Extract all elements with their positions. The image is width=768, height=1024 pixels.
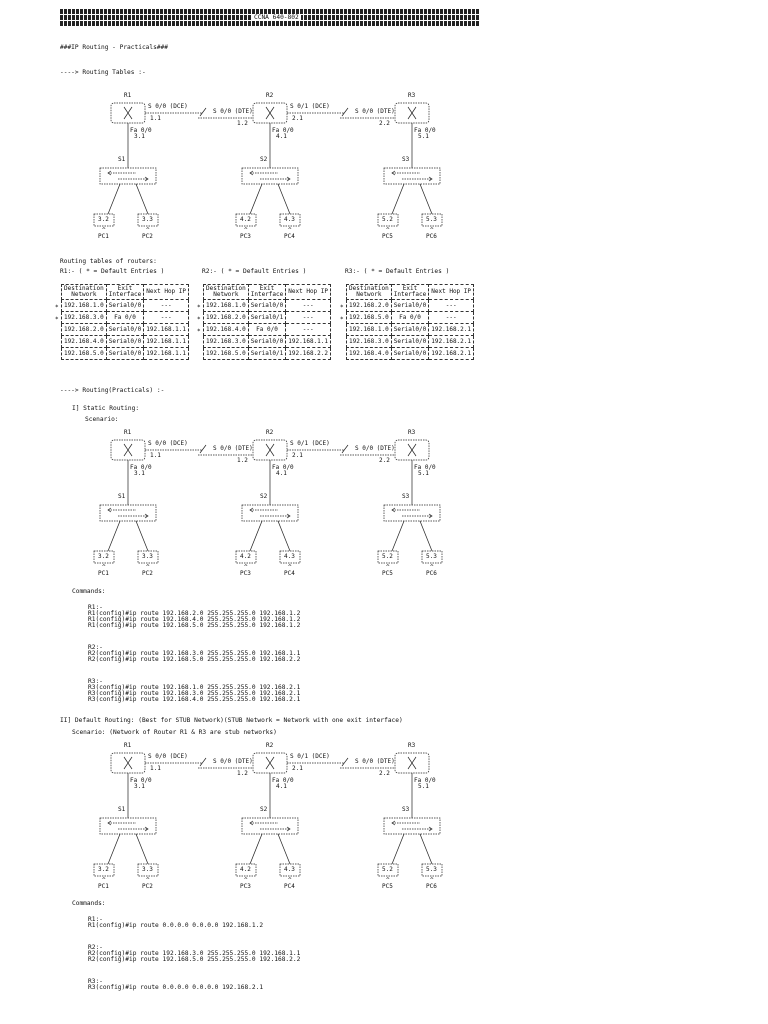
pc-caret: ^	[288, 227, 292, 234]
table-row	[347, 336, 474, 348]
pc-label: PC4	[284, 883, 295, 890]
switch-label: S1	[118, 806, 126, 813]
pc-caret: ^	[146, 877, 150, 884]
pc-caret: ^	[288, 877, 292, 884]
pc-label: PC1	[98, 883, 109, 890]
pc-link	[420, 184, 432, 214]
column-header: Exit Interface	[106, 285, 144, 300]
r1-serial-ip: 1.1	[150, 765, 161, 772]
table-row	[204, 300, 331, 312]
table-cell: 192.168.5.0	[347, 312, 392, 324]
table-row	[204, 324, 331, 336]
table-row	[204, 312, 331, 324]
pc-caret: ^	[430, 227, 434, 234]
pc-link	[108, 834, 120, 864]
column-header: Next Hop IP	[286, 285, 331, 300]
pc-label: PC6	[426, 233, 437, 240]
table-row	[62, 348, 189, 360]
r2-s00-ip: 1.2	[237, 120, 248, 127]
switch-label: S1	[118, 156, 126, 163]
command-line: R3:-	[88, 978, 103, 985]
pc-label: PC1	[98, 233, 109, 240]
pc-host-ip: 4.3	[284, 866, 295, 873]
table-cell: Serial0/0	[106, 324, 144, 336]
pc-caret: ^	[430, 877, 434, 884]
fa-ip-label: 4.1	[276, 133, 287, 140]
pc-caret: ^	[244, 877, 248, 884]
r2-s01-label: S 0/1 (DCE)	[290, 103, 330, 110]
r2-table-title: R2:- ( * = Default Entries )	[202, 268, 307, 275]
table-cell: Serial0/0	[391, 300, 429, 312]
default-entry-marker: *	[340, 316, 344, 323]
pc-host-ip: 3.2	[98, 553, 109, 560]
pc-host-ip: 5.2	[382, 866, 393, 873]
pc-caret: ^	[386, 877, 390, 884]
table-cell: 192.168.1.1	[286, 336, 331, 348]
r2-s00-ip: 1.2	[237, 770, 248, 777]
command-line: R2(config)#ip route 192.168.3.0 255.255.255.0 192.168.1.1	[88, 950, 301, 957]
table-row	[62, 336, 189, 348]
table-cell: Serial0/0	[248, 300, 286, 312]
r3-serial-ip: 2.2	[379, 120, 390, 127]
pc-label: PC2	[142, 883, 153, 890]
default-routing-heading: II] Default Routing: (Best for STUB Network)(STUB Network = Network with one exit interface)	[60, 717, 403, 724]
r3-table-title: R3:- ( * = Default Entries )	[345, 268, 450, 275]
fa-interface-label: Fa 0/0	[130, 127, 152, 134]
default-entry-marker: *	[340, 304, 344, 311]
pc-caret: ^	[386, 227, 390, 234]
column-header: Next Hop IP	[144, 285, 189, 300]
table-row	[62, 312, 189, 324]
fa-ip-label: 3.1	[134, 470, 145, 477]
table-header-row	[204, 285, 331, 300]
default-commands-label: Commands:	[72, 900, 106, 907]
r1-serial-label: S 0/0 (DCE)	[148, 753, 188, 760]
table-cell: Serial0/0	[106, 348, 144, 360]
r1-serial-ip: 1.1	[150, 452, 161, 459]
command-line: R2(config)#ip route 192.168.5.0 255.255.255.0 192.168.2.2	[88, 656, 301, 663]
table-cell: Fa 0/0	[106, 312, 144, 324]
table-cell: 192.168.5.0	[62, 348, 107, 360]
router-label: R2	[266, 429, 274, 436]
router-label: R3	[408, 429, 416, 436]
router-label: R2	[266, 92, 274, 99]
pc-label: PC6	[426, 570, 437, 577]
table-cell: 192.168.1.0	[204, 300, 249, 312]
section-routing-tables: ----> Routing Tables :-	[60, 69, 146, 76]
routing-table-grid	[203, 284, 331, 360]
fa-ip-label: 5.1	[418, 783, 429, 790]
pc-host-ip: 3.3	[142, 216, 153, 223]
pc-caret: ^	[244, 227, 248, 234]
r3-serial-label: S 0/0 (DTE)	[355, 758, 395, 765]
r1-serial-label: S 0/0 (DCE)	[148, 103, 188, 110]
pc-link	[250, 834, 262, 864]
serial-break-icon	[200, 108, 206, 116]
pc-host-ip: 5.2	[382, 553, 393, 560]
table-cell: 192.168.1.1	[144, 336, 189, 348]
default-entry-marker: *	[197, 304, 201, 311]
table-row	[347, 348, 474, 360]
column-header: Destination Network	[204, 285, 249, 300]
table-cell: 192.168.4.0	[204, 324, 249, 336]
document-title-code: CCNA 640-802	[254, 14, 299, 21]
switch-box	[384, 168, 440, 184]
fa-interface-label: Fa 0/0	[414, 127, 436, 134]
table-cell: Serial0/0	[106, 336, 144, 348]
pc-link	[136, 521, 148, 551]
table-cell: ---	[429, 300, 474, 312]
column-header: Exit Interface	[391, 285, 429, 300]
pc-label: PC3	[240, 883, 251, 890]
static-commands-label: Commands:	[72, 588, 106, 595]
pc-label: PC2	[142, 233, 153, 240]
router-label: R3	[408, 742, 416, 749]
table-cell: Serial0/0	[391, 324, 429, 336]
pc-caret: ^	[386, 564, 390, 571]
pc-link	[278, 834, 290, 864]
r2-s01-label: S 0/1 (DCE)	[290, 753, 330, 760]
switch-box	[100, 168, 156, 184]
switch-label: S2	[260, 156, 268, 163]
command-line: R3(config)#ip route 0.0.0.0 0.0.0.0 192.168.2.1	[88, 984, 264, 991]
switch-box	[384, 818, 440, 834]
switch-box	[384, 505, 440, 521]
section-routing-practicals: ----> Routing(Practicals) :-	[60, 387, 165, 394]
command-line: R3(config)#ip route 192.168.3.0 255.255.255.0 192.168.2.1	[88, 690, 301, 697]
table-cell: 192.168.5.0	[204, 348, 249, 360]
switch-box	[100, 818, 156, 834]
pc-link	[136, 834, 148, 864]
topology-diagram	[0, 90, 768, 240]
table-cell: 192.168.2.0	[204, 312, 249, 324]
pc-host-ip: 4.2	[240, 553, 251, 560]
pc-link	[250, 184, 262, 214]
pc-caret: ^	[102, 877, 106, 884]
routing-table-grid	[61, 284, 189, 360]
column-header: Destination Network	[347, 285, 392, 300]
table-cell: 192.168.3.0	[62, 312, 107, 324]
pc-caret: ^	[430, 564, 434, 571]
serial-break-icon	[342, 445, 348, 453]
pc-link	[108, 521, 120, 551]
r1-serial-label: S 0/0 (DCE)	[148, 440, 188, 447]
topology-diagram	[0, 427, 768, 577]
command-line: R2:-	[88, 944, 103, 951]
pc-host-ip: 3.2	[98, 216, 109, 223]
router-label: R1	[124, 92, 132, 99]
pc-host-ip: 4.2	[240, 866, 251, 873]
table-cell: 192.168.1.1	[144, 324, 189, 336]
r2-s00-ip: 1.2	[237, 457, 248, 464]
table-cell: Serial0/0	[391, 336, 429, 348]
pc-host-ip: 5.3	[426, 866, 437, 873]
switch-box	[100, 505, 156, 521]
table-header-row	[62, 285, 189, 300]
command-line: R1(config)#ip route 192.168.2.0 255.255.255.0 192.168.1.2	[88, 610, 301, 617]
pc-host-ip: 3.3	[142, 866, 153, 873]
switch-label: S2	[260, 493, 268, 500]
table-cell: ---	[286, 312, 331, 324]
table-cell: 192.168.4.0	[347, 348, 392, 360]
pc-label: PC4	[284, 570, 295, 577]
r2-s00-label: S 0/0 (DTE)	[213, 445, 253, 452]
default-entry-marker: *	[197, 328, 201, 335]
pc-caret: ^	[288, 564, 292, 571]
pc-label: PC4	[284, 233, 295, 240]
pc-label: PC2	[142, 570, 153, 577]
table-cell: Serial0/1	[248, 312, 286, 324]
command-line: R2(config)#ip route 192.168.5.0 255.255.255.0 192.168.2.2	[88, 956, 301, 963]
command-line: R1(config)#ip route 192.168.5.0 255.255.255.0 192.168.1.2	[88, 622, 301, 629]
table-cell: 192.168.1.0	[347, 324, 392, 336]
pc-host-ip: 3.2	[98, 866, 109, 873]
table-cell: Fa 0/0	[391, 312, 429, 324]
page-heading: ###IP Routing - Practicals###	[60, 44, 169, 51]
switch-box	[242, 168, 298, 184]
fa-interface-label: Fa 0/0	[272, 777, 294, 784]
table-cell: 192.168.2.1	[429, 348, 474, 360]
table-cell: Serial0/0	[248, 336, 286, 348]
fa-interface-label: Fa 0/0	[130, 464, 152, 471]
pc-host-ip: 3.3	[142, 553, 153, 560]
pc-host-ip: 4.2	[240, 216, 251, 223]
fa-ip-label: 4.1	[276, 783, 287, 790]
table-row	[347, 300, 474, 312]
r2-s00-label: S 0/0 (DTE)	[213, 108, 253, 115]
column-header: Destination Network	[62, 285, 107, 300]
r2-s01-ip: 2.1	[292, 765, 303, 772]
pc-link	[108, 184, 120, 214]
command-line: R3(config)#ip route 192.168.4.0 255.255.255.0 192.168.2.1	[88, 696, 301, 703]
serial-break-icon	[342, 758, 348, 766]
switch-label: S2	[260, 806, 268, 813]
fa-ip-label: 5.1	[418, 133, 429, 140]
pc-link	[420, 834, 432, 864]
r3-serial-ip: 2.2	[379, 770, 390, 777]
table-cell: 192.168.4.0	[62, 336, 107, 348]
hash-border-bottom	[60, 21, 480, 26]
pc-link	[392, 521, 404, 551]
pc-link	[420, 521, 432, 551]
router-label: R2	[266, 742, 274, 749]
table-cell: ---	[144, 300, 189, 312]
router-label: R1	[124, 742, 132, 749]
table-row	[62, 324, 189, 336]
pc-label: PC5	[382, 883, 393, 890]
command-line: R1:-	[88, 604, 103, 611]
fa-interface-label: Fa 0/0	[414, 777, 436, 784]
pc-host-ip: 5.2	[382, 216, 393, 223]
fa-ip-label: 4.1	[276, 470, 287, 477]
table-cell: Serial0/0	[391, 348, 429, 360]
pc-caret: ^	[102, 227, 106, 234]
switch-box	[242, 505, 298, 521]
router-label: R1	[124, 429, 132, 436]
fa-interface-label: Fa 0/0	[414, 464, 436, 471]
fa-interface-label: Fa 0/0	[130, 777, 152, 784]
column-header: Exit Interface	[248, 285, 286, 300]
r1-table-title: R1:- ( * = Default Entries )	[60, 268, 165, 275]
r2-s01-label: S 0/1 (DCE)	[290, 440, 330, 447]
table-cell: Serial0/0	[106, 300, 144, 312]
pc-link	[136, 184, 148, 214]
pc-host-ip: 5.3	[426, 553, 437, 560]
command-line: R2(config)#ip route 192.168.3.0 255.255.255.0 192.168.1.1	[88, 650, 301, 657]
table-row	[62, 300, 189, 312]
pc-link	[250, 521, 262, 551]
table-cell: ---	[429, 312, 474, 324]
r3-serial-label: S 0/0 (DTE)	[355, 108, 395, 115]
pc-link	[392, 834, 404, 864]
tables-intro: Routing tables of routers:	[60, 258, 157, 265]
pc-caret: ^	[244, 564, 248, 571]
pc-label: PC1	[98, 570, 109, 577]
topology-diagram	[0, 740, 768, 890]
static-routing-heading: I] Static Routing:	[72, 405, 140, 412]
pc-link	[278, 184, 290, 214]
table-cell: 192.168.2.1	[429, 336, 474, 348]
default-entry-marker: *	[55, 304, 59, 311]
default-entry-marker: *	[197, 316, 201, 323]
pc-link	[392, 184, 404, 214]
table-cell: 192.168.1.1	[144, 348, 189, 360]
command-line: R1:-	[88, 916, 103, 923]
table-cell: 192.168.1.0	[62, 300, 107, 312]
routing-table-grid	[346, 284, 474, 360]
pc-caret: ^	[146, 564, 150, 571]
pc-host-ip: 4.3	[284, 553, 295, 560]
switch-label: S3	[402, 493, 410, 500]
table-header-row	[347, 285, 474, 300]
table-cell: 192.168.2.2	[286, 348, 331, 360]
switch-box	[242, 818, 298, 834]
table-cell: 192.168.2.0	[347, 300, 392, 312]
pc-host-ip: 5.3	[426, 216, 437, 223]
serial-break-icon	[200, 758, 206, 766]
r2-s01-ip: 2.1	[292, 115, 303, 122]
serial-break-icon	[200, 445, 206, 453]
fa-ip-label: 5.1	[418, 470, 429, 477]
fa-ip-label: 3.1	[134, 133, 145, 140]
table-row	[347, 324, 474, 336]
column-header: Next Hop IP	[429, 285, 474, 300]
command-line: R1(config)#ip route 0.0.0.0 0.0.0.0 192.168.1.2	[88, 922, 264, 929]
r3-serial-label: S 0/0 (DTE)	[355, 445, 395, 452]
r2-s01-ip: 2.1	[292, 452, 303, 459]
pc-link	[278, 521, 290, 551]
pc-label: PC6	[426, 883, 437, 890]
switch-label: S3	[402, 806, 410, 813]
fa-interface-label: Fa 0/0	[272, 127, 294, 134]
pc-caret: ^	[146, 227, 150, 234]
pc-label: PC3	[240, 233, 251, 240]
table-cell: 192.168.3.0	[347, 336, 392, 348]
pc-label: PC5	[382, 570, 393, 577]
r1-serial-ip: 1.1	[150, 115, 161, 122]
command-line: R3(config)#ip route 192.168.1.0 255.255.255.0 192.168.2.1	[88, 684, 301, 691]
pc-label: PC3	[240, 570, 251, 577]
router-label: R3	[408, 92, 416, 99]
table-row	[204, 348, 331, 360]
default-entry-marker: *	[55, 316, 59, 323]
pc-label: PC5	[382, 233, 393, 240]
table-row	[204, 336, 331, 348]
fa-ip-label: 3.1	[134, 783, 145, 790]
table-row	[347, 312, 474, 324]
table-cell: 192.168.3.0	[204, 336, 249, 348]
command-line: R2:-	[88, 644, 103, 651]
command-line: R1(config)#ip route 192.168.4.0 255.255.255.0 192.168.1.2	[88, 616, 301, 623]
table-cell: ---	[286, 300, 331, 312]
switch-label: S3	[402, 156, 410, 163]
serial-break-icon	[342, 108, 348, 116]
static-scenario-label: Scenario:	[85, 416, 119, 423]
table-cell: ---	[286, 324, 331, 336]
fa-interface-label: Fa 0/0	[272, 464, 294, 471]
table-cell: ---	[144, 312, 189, 324]
table-cell: 192.168.2.1	[429, 324, 474, 336]
table-cell: Serial0/1	[248, 348, 286, 360]
default-scenario-label: Scenario: (Network of Router R1 & R3 are stub networks)	[72, 729, 277, 736]
r3-serial-ip: 2.2	[379, 457, 390, 464]
r2-s00-label: S 0/0 (DTE)	[213, 758, 253, 765]
table-cell: 192.168.2.0	[62, 324, 107, 336]
switch-label: S1	[118, 493, 126, 500]
table-cell: Fa 0/0	[248, 324, 286, 336]
pc-caret: ^	[102, 564, 106, 571]
pc-host-ip: 4.3	[284, 216, 295, 223]
command-line: R3:-	[88, 678, 103, 685]
